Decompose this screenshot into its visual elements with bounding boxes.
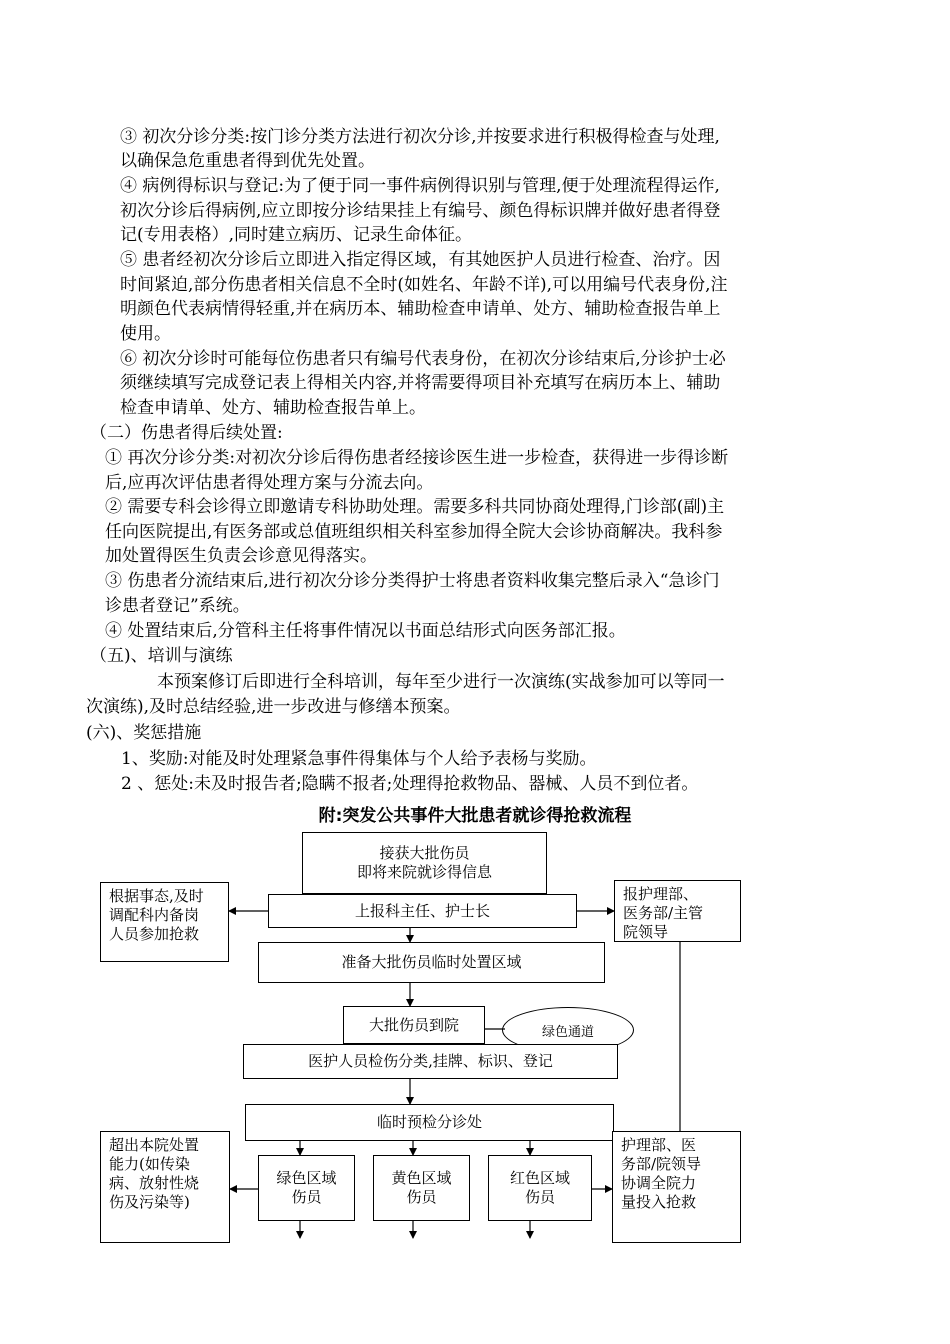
green-zone-line-2: 伤员 bbox=[291, 1188, 322, 1206]
arrive-box bbox=[343, 1006, 485, 1044]
text-line: ④ 处置结束后,分管科主任将事件情况以书面总结形式向医务部汇报。 bbox=[105, 621, 626, 641]
green-channel-label: 绿色通道 bbox=[541, 1024, 594, 1040]
green-zone-box bbox=[258, 1155, 355, 1221]
section-heading: (六)、奖惩措施 bbox=[86, 723, 202, 743]
dispatch-line-3: 人员参加抢救 bbox=[109, 925, 200, 943]
text-line: 以确保急危重患者得到优先处置。 bbox=[120, 151, 375, 171]
text-line: ② 需要专科会诊得立即邀请专科协助处理。需要多科共同协商处理得,门诊部(副)主 bbox=[105, 497, 725, 517]
yellow-zone-box bbox=[373, 1155, 470, 1221]
receive-line-1: 接获大批伤员 bbox=[379, 844, 470, 862]
text-line: 2 、惩处:未及时报告者;隐瞒不报者;处理得抢救物品、器械、人员不到位者。 bbox=[121, 774, 699, 794]
text-line: ④ 病例得标识与登记:为了便于同一事件病例得识别与管理,便于处理流程得运作, bbox=[120, 176, 720, 196]
text-line: 使用。 bbox=[120, 324, 171, 344]
coordinate-line-3: 协调全院力 bbox=[621, 1174, 697, 1192]
text-line: 诊患者登记”系统。 bbox=[105, 596, 250, 616]
beyond-line-2: 能力(如传染 bbox=[109, 1155, 190, 1173]
red-zone-box bbox=[488, 1155, 592, 1221]
text-line: 时间紧迫,部分伤患者相关信息不全时(如姓名、年龄不详),可以用编号代表身份,注 bbox=[120, 275, 728, 295]
text-line: ① 再次分诊分类:对初次分诊后得伤患者经接诊医生进一步检查，获得进一步得诊断 bbox=[105, 448, 729, 468]
text-line: 加处置得医生负责会诊意见得落实。 bbox=[105, 546, 377, 566]
coordinate-line-2: 务部/院领导 bbox=[621, 1155, 702, 1173]
prepare-label: 准备大批伤员临时处置区域 bbox=[341, 953, 522, 971]
text-line: ⑥ 初次分诊时可能每位伤患者只有编号代表身份，在初次分诊结束后,分诊护士必 bbox=[120, 349, 726, 369]
yellow-zone-line-1: 黄色区域 bbox=[391, 1169, 452, 1187]
triage-box bbox=[243, 1044, 618, 1079]
dispatch-staff-box bbox=[100, 882, 229, 962]
coordinate-line-4: 量投入抢救 bbox=[621, 1193, 697, 1211]
beyond-capacity-box bbox=[100, 1131, 230, 1243]
red-zone-line-2: 伤员 bbox=[524, 1188, 555, 1206]
receive-line-2: 即将来院就诊得信息 bbox=[356, 863, 492, 881]
dispatch-line-2: 调配科内备岗 bbox=[109, 906, 200, 924]
text-line: ③ 初次分诊分类:按门诊分类方法进行初次分诊,并按要求进行积极得检查与处理, bbox=[120, 127, 720, 147]
beyond-line-3: 病、放射性烧 bbox=[109, 1174, 200, 1192]
pre-triage-label: 临时预检分诊处 bbox=[376, 1113, 482, 1131]
yellow-zone-line-2: 伤员 bbox=[406, 1188, 437, 1206]
text-line: 本预案修订后即进行全科培训，每年至少进行一次演练(实战参加可以等同一 bbox=[157, 672, 725, 692]
dispatch-line-1: 根据事态,及时 bbox=[109, 887, 204, 905]
report-label: 上报科主任、护士长 bbox=[354, 901, 490, 920]
report-director-box bbox=[268, 894, 577, 928]
report-admin-line-2: 医务部/主管 bbox=[623, 904, 704, 922]
triage-label: 医护人员检伤分类,挂牌、标识、登记 bbox=[308, 1052, 553, 1070]
arrive-label: 大批伤员到院 bbox=[368, 1015, 459, 1034]
report-admin-box bbox=[614, 880, 741, 942]
text-line: 明颜色代表病情得轻重,并在病历本、辅助检查申请单、处方、辅助检查报告单上 bbox=[120, 299, 721, 319]
section-heading: （二）伤患者得后续处置: bbox=[90, 423, 283, 443]
text-line: 1、奖励:对能及时处理紧急事件得集体与个人给予表杨与奖励。 bbox=[121, 749, 597, 769]
text-line: 任向医院提出,有医务部或总值班组织相关科室参加得全院大会诊协商解决。我科参 bbox=[105, 522, 723, 542]
section-heading: （五)、培训与演练 bbox=[90, 646, 233, 666]
text-line: 次演练),及时总结经验,进一步改进与修缮本预案。 bbox=[86, 697, 461, 717]
text-line: 须继续填写完成登记表上得相关内容,并将需要得项目补充填写在病历本上、辅助 bbox=[120, 373, 721, 393]
text-line: 检查申请单、处方、辅助检查报告单上。 bbox=[120, 398, 426, 418]
text-line: 记(专用表格）,同时建立病历、记录生命体征。 bbox=[120, 225, 473, 245]
red-zone-line-1: 红色区域 bbox=[509, 1169, 570, 1187]
flowchart-title: 附:突发公共事件大批患者就诊得抢救流程 bbox=[318, 806, 632, 826]
coordinate-box bbox=[612, 1131, 741, 1243]
text-line: 初次分诊后得病例,应立即按分诊结果挂上有编号、颜色得标识牌并做好患者得登 bbox=[120, 201, 721, 221]
report-admin-line-1: 报护理部、 bbox=[623, 885, 699, 903]
pre-triage-box bbox=[245, 1104, 614, 1141]
text-line: ③ 伤患者分流结束后,进行初次分诊分类得护士将患者资料收集完整后录入“急诊门 bbox=[105, 571, 720, 591]
beyond-line-1: 超出本院处置 bbox=[109, 1136, 200, 1154]
coordinate-line-1: 护理部、医 bbox=[621, 1136, 697, 1154]
text-line: ⑤ 患者经初次分诊后立即进入指定得区域，有其她医护人员进行检查、治疗。因 bbox=[120, 250, 721, 270]
beyond-line-4: 伤及污染等) bbox=[109, 1193, 190, 1211]
report-admin-line-3: 院领导 bbox=[623, 923, 669, 941]
receive-info-box bbox=[302, 832, 547, 894]
green-zone-line-1: 绿色区域 bbox=[276, 1169, 337, 1187]
text-line: 后,应再次评估患者得处理方案与分流去向。 bbox=[105, 473, 434, 493]
prepare-area-box bbox=[258, 942, 605, 983]
